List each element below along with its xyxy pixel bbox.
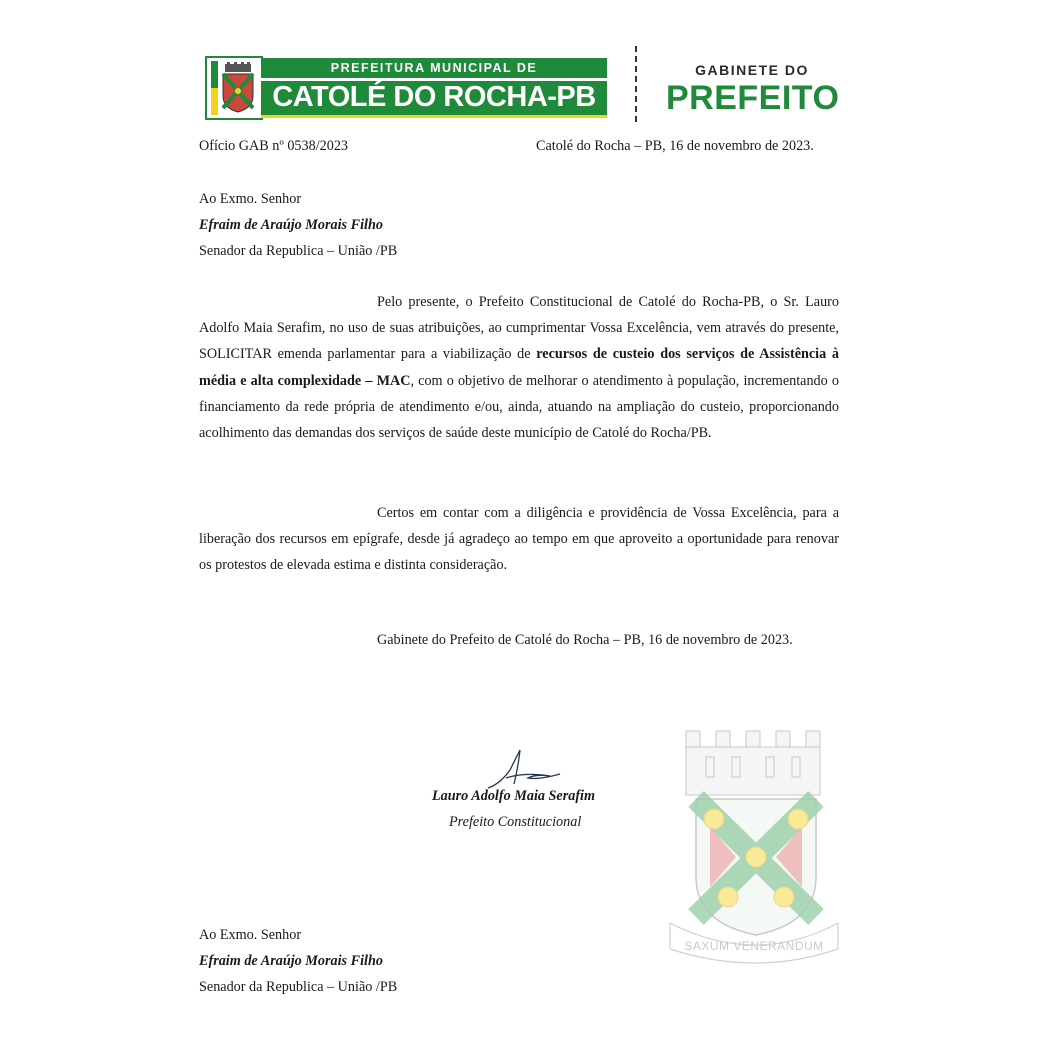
body-paragraph-1: Pelo presente, o Prefeito Constitucional de Catolé do Rocha-PB, o Sr. Lauro Adolfo Maia Serafim, no uso de suas atribuições, ao cumprimentar Vossa Excelência, vem através do presente, SOLICITAR emenda parlamentar para a viabilização de recursos de custeio dos serviços de Assistência à média e alta complexidade – MAC, com o objetivo de melhorar o atendimento à população, incrementando o financiamento da rede própria de atendimento e/ou, ainda, atuando na ampliação do custeio, proporcionando acolhimento das demandas dos serviços de saúde deste município de Catolé do Rocha/PB. [199,294,839,442]
recipient-title: Senador da Republica – União /PB [199,243,398,259]
crest-watermark-icon [666,727,842,967]
highlighted-request: recursos de custeio dos serviços de Assistência à média e alta complexidade – MAC [199,346,839,389]
place-date: Catolé do Rocha – PB, 16 de novembro de 2023. [536,138,814,154]
office-reference: Ofício GAB nº 0538/2023 [199,138,349,154]
crest-motto: SAXUM VENERANDUM [684,939,824,953]
signer-name: Lauro Adolfo Maia Serafim [432,788,596,804]
header-divider [635,46,637,122]
municipal-crest-icon [205,56,263,120]
prefeitura-logo [205,56,607,120]
banner-top: PREFEITURA MUNICIPAL DE [261,58,607,78]
footer-recipient-title: Senador da Republica – União /PB [199,979,398,995]
prefeito-label: PREFEITO [666,79,840,117]
footer-recipient-name: Efraim de Araújo Morais Filho [199,953,383,969]
closing-place-date: Gabinete do Prefeito de Catolé do Rocha – PB, 16 de novembro de 2023. [377,632,793,648]
recipient-salutation: Ao Exmo. Senhor [199,191,302,207]
gabinete-label: GABINETE DO [695,62,809,78]
recipient-name: Efraim de Araújo Morais Filho [199,217,383,233]
signer-role: Prefeito Constitucional [449,814,582,830]
banner-main: CATOLÉ DO ROCHA-PB [261,78,607,118]
body-paragraph-2: Certos em contar com a diligência e providência de Vossa Excelência, para a liberação dos recursos em epígrafe, desde já agradeço ao tempo em que aproveito a oportunidade para renovar os protestos de elevada estima e distinta consideração. [199,505,839,574]
footer-recipient-salutation: Ao Exmo. Senhor [199,927,302,943]
